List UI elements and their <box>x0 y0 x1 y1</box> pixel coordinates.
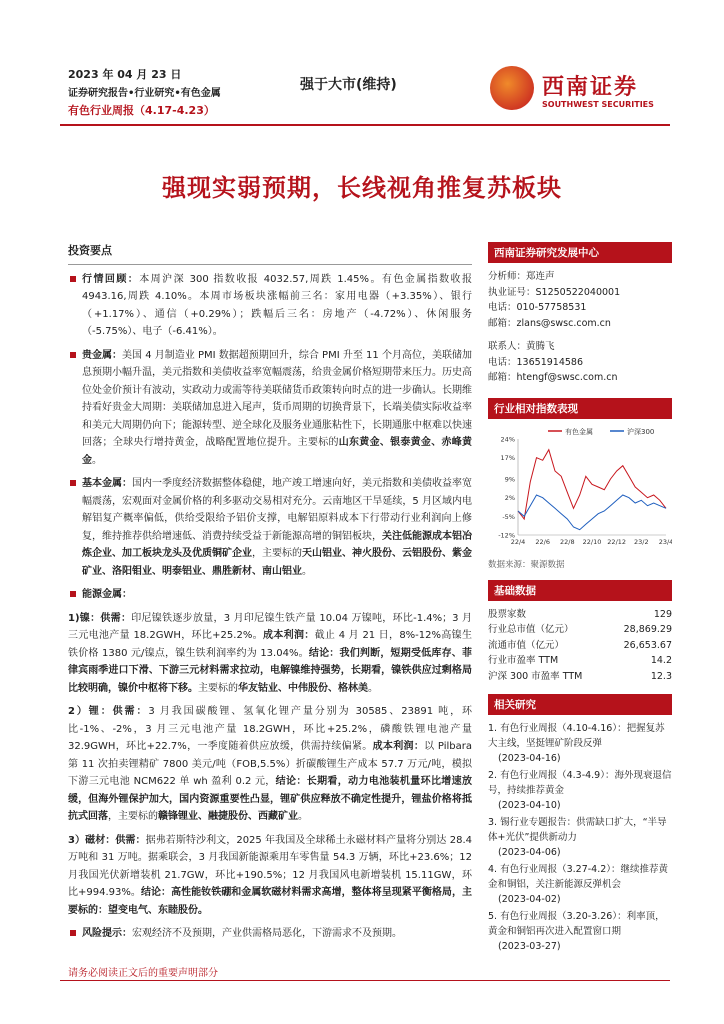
stats-value: 28,869.29 <box>623 624 672 635</box>
email-line[interactable]: 邮箱：zlans@swsc.com.cn <box>488 317 611 329</box>
related-list <box>488 721 672 954</box>
footer-divider <box>60 980 670 981</box>
stats-row <box>488 669 672 685</box>
stats-label: 行业市盈率 TTM <box>488 655 559 666</box>
stats-label: 流通市值（亿元） <box>488 639 565 651</box>
report-category: 证券研究报告•行业研究•有色金属 <box>68 88 221 99</box>
logo-text: 西南证券 <box>542 74 639 100</box>
stats-row <box>488 607 672 623</box>
x-tick-label: 22/12 <box>607 537 627 546</box>
base-metals: 基本金属：国内一季度经济数据整体稳健，地产竣工增速向好，美元指数和美债收益率宽幅震荡，宏观面对金属价格的利多驱动交易相对充分。云南地区干旱延续，5 月区域内电解铝复产概率偏低，供给受限给予铝价支撑，电解铝原料成本下行带动行业利润向上修复，维持推荐供给增速低、消费持续受益于新能源高增的铜铝板块，关注低能源成本铝冶炼企业、加工板块龙头及优质铜矿企业，主要标的天山铝业、神火股份、云铝股份、紫金矿业、洛阳钼业、明泰铝业、鼎胜新材、南山铝业。 <box>68 475 472 580</box>
market-review: 行情回顾：本周沪深 300 指数收报 4032.57,周跌 1.45%。有色金属指数收报 4943.16,周跌 4.10%。本周市场板块涨幅前三名：家用电器（+3.35%）、银行（+1.17%）、通信（+0.29%）；跌幅后三名：房地产（-4.72%）、休闲服务（-5.75%）、电子（-6.41%）。 <box>68 271 472 341</box>
footer-disclaimer: 请务必阅读正文后的重要声明部分 <box>68 968 218 979</box>
cert-line: 执业证号：S1250522040001 <box>488 286 621 298</box>
x-tick-label: 23/2 <box>634 537 649 546</box>
report-date: 2023 年 04 月 23 日 <box>68 68 182 81</box>
stats-row <box>488 638 672 654</box>
stats-value: 129 <box>653 608 672 620</box>
stats-label: 行业总市值（亿元） <box>488 624 574 635</box>
stats-label: 沪深 300 市盈率 TTM <box>488 670 583 682</box>
x-tick-label: 23/4 <box>658 537 672 546</box>
section-title: 投资要点 <box>68 244 112 257</box>
y-tick-label: 17% <box>500 453 515 462</box>
related-report-link[interactable]: 5. 有色行业周报（3.20-3.26）：利率顶，黄金和铜铝再次进入配置窗口期 (2023-03-27) <box>488 911 665 952</box>
x-tick-label: 22/4 <box>510 537 526 546</box>
y-tick-label: 9% <box>504 475 515 483</box>
magnetic-paragraph: 3）磁材：供需：据弗若斯特沙利文，2025 年我国及全球稀土永磁材料产量将分别达 28.4 万吨和 31 万吨。据乘联会，3 月我国新能源乘用车零售量 54.3 万辆，环比+23.6%；12 月我国光伏新增装机 21.7GW，环比+190.5%；12 月我国风电新增装机 15.11GW，环比+994.93%。结论：高性能钕铁硼和金属软磁材料需求高增，整体将呈现紧平衡格局，主要标的：望变电气、东睦股份。 <box>68 834 472 916</box>
related-report-link[interactable]: 3. 锡行业专题报告：供需缺口扩大，“半导体+光伏”提供新动力 (2023-04-06) <box>488 817 667 858</box>
email2-line[interactable]: 邮箱：htengf@swsc.com.cn <box>488 372 618 383</box>
lithium-paragraph: 2）锂：供需：3 月我国碳酸锂、氢氧化锂产量分别为 30585、23891 吨，环比-1%、-2%，3 月三元电池产量 18.2GWH，环比+25.2%，磷酸铁锂电池产量 32.9GWH，环比+22.7%，一季度随着供应放缓，供需持续偏紧。成本利润：以 Pilbara 第 11 次拍卖锂精矿 7800 美元/吨（FOB,5.5%）折碳酸锂生产成本 57.7 万元/吨，模拟下游三元电池 NCM622 单 wh 盈利 0.2 元，结论：长期看，动力电池装机量环比增速放缓，但海外锂保护加大，国内资源重要性凸显，锂矿供应释放不确定性提升，锂盐价格将抵抗式回落，主要标的赣锋锂业、融捷股份、西藏矿业。 <box>68 706 473 822</box>
report-title: 强现实弱预期，长线视角推复苏板块 <box>162 174 562 202</box>
report-series: 有色行业周报（4.17-4.23） <box>68 104 215 117</box>
legend-label: 沪深300 <box>627 427 655 436</box>
series-line <box>518 495 666 530</box>
stats-value: 26,653.67 <box>623 639 672 651</box>
chart-box-title: 行业相对指数表现 <box>488 398 672 419</box>
relative-index-chart <box>488 425 672 553</box>
series-line <box>518 449 666 518</box>
stats-value: 14.2 <box>650 655 672 666</box>
legend-label: 有色金属 <box>565 427 593 436</box>
x-tick-label: 22/8 <box>560 537 575 546</box>
header-divider <box>60 124 670 126</box>
stats-row <box>488 622 672 638</box>
stats-label: 股票家数 <box>488 608 527 620</box>
analyst-line: 分析师：郑连声 <box>488 271 555 282</box>
research-center-title: 西南证券研究发展中心 <box>488 242 672 263</box>
precious-metals: 贵金属：美国 4 月制造业 PMI 数据超预期回升，综合 PMI 升至 11 个月高位，美联储加息预期小幅升温，美元指数和美债收益率宽幅震荡，给贵金属价格短期带来压力。历史高位处金价预计有波动，实政动力或需等待美联储货币政策转向时点的进一步确认。长期维持看好贵金大周期：美联储加息进入尾声，货币周期的切换背景下，长端美债实际收益率和美元大周期仍向下；能源转型、逆全球化及服务业通胀粘性下，长期通胀中枢难以快速回落；全球央行增持黄金，战略配置地位提升。主要标的山东黄金、银泰黄金、赤峰黄金。 <box>68 347 472 470</box>
rating: 强于大市(维持) <box>300 77 397 93</box>
related-report-link[interactable]: 2. 有色行业周报（4.3-4.9）：海外现衰退信号，持续推荐黄金 (2023-04-10) <box>488 770 672 811</box>
tel-line: 电话：010-57758531 <box>488 302 587 313</box>
stats-row <box>488 653 672 669</box>
x-tick-label: 22/10 <box>582 537 602 546</box>
y-tick-label: 2% <box>504 493 515 502</box>
x-tick-label: 22/6 <box>535 537 550 546</box>
logo-subtext: SOUTHWEST SECURITIES <box>542 100 654 109</box>
energy-metals: 能源金属： <box>68 586 472 604</box>
related-report-link[interactable]: 4. 有色行业周报（3.27-4.2）：继续推荐黄金和铜铝，关注新能源反弹机会 (2023-04-02) <box>488 864 669 905</box>
nickel-paragraph: 1)镍：供需：印尼镍铁逐步放量，3 月印尼镍生铁产量 10.04 万镍吨，环比-1.4%；3 月三元电池产量 18.2GWH，环比+25.2%。成本利润：截止 4 月 21 日，8%-12%高镍生铁价格 1380 元/镍点，镍生铁利润率约为 13.04%。结论：我们判断，短期受低库存、菲律宾雨季进口下滑、下游三元材料需求拉动，电解镍维持强势，长期看，镍铁供应过剩格局比较明确，镍价中枢将下移。主要标的华友钴业、中伟股份、格林美。 <box>68 612 473 694</box>
y-tick-label: 24% <box>500 435 515 443</box>
tel2-line: 电话：13651914586 <box>488 356 584 368</box>
investment-highlights <box>68 242 472 949</box>
sidebar <box>488 242 672 956</box>
related-report-link[interactable]: 1. 有色行业周报（4.10-4.16）：把握复苏大主线，坚挺锂矿阶段反弹 (2023-04-16) <box>488 723 665 764</box>
stats-title: 基础数据 <box>488 580 672 601</box>
chart-source: 数据来源：聚源数据 <box>488 559 565 570</box>
stats-value: 12.3 <box>650 670 672 682</box>
risk-warning: 风险提示：宏观经济不及预期，产业供需格局恶化，下游需求不及预期。 <box>68 925 472 943</box>
section-divider <box>68 264 472 265</box>
related-title: 相关研究 <box>488 694 672 715</box>
logo-icon <box>490 66 534 110</box>
y-tick-label: -5% <box>502 512 515 521</box>
y-tick-label: -12% <box>498 531 515 539</box>
contact-line: 联系人：黄腾飞 <box>488 341 555 352</box>
stats-table <box>488 607 672 685</box>
